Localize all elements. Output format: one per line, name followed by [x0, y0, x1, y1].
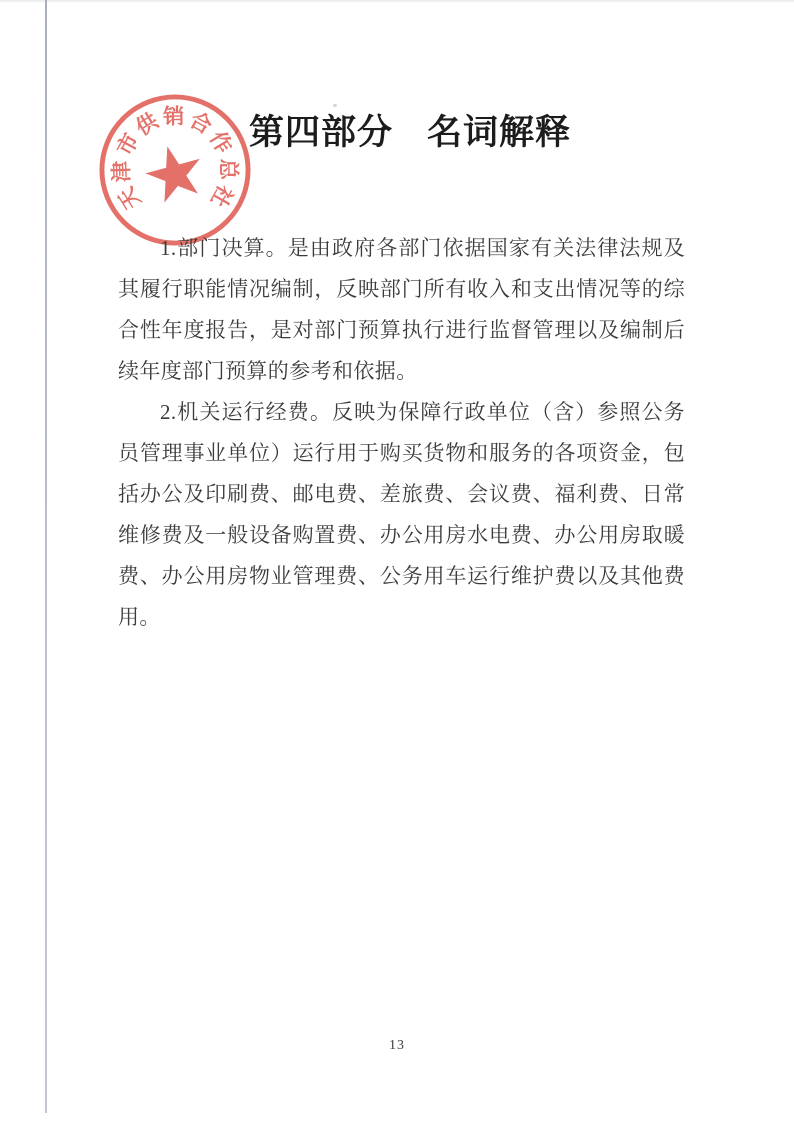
- official-seal: [96, 91, 254, 249]
- star-icon: [140, 139, 208, 205]
- paragraph-agency-operating-expenses: 2.机关运行经费。反映为保障行政单位（含）参照公务员管理事业单位）运行用于购买货物和服务的各项资金，包括办公及印刷费、邮电费、差旅费、会议费、福利费、日常维修费及一般设备购置费、办公用房水电费、办公用房取暖费、办公用房物业管理费、公务用车运行维护费以及其他费用。: [118, 400, 685, 629]
- body-text: [118, 228, 685, 638]
- section-title-text: 名词解释: [427, 113, 572, 152]
- paragraph-department-final-accounts: 1.部门决算。是由政府各部门依据国家有关法律法规及其履行职能情况编制，反映部门所有收入和支出情况等的综合性年度报告，是对部门预算执行进行监督管理以及编制后续年度部门预算的参考和依据。: [118, 236, 685, 383]
- seal-text: 天津市供销合作总社: [109, 104, 241, 214]
- scan-edge-top: [0, 0, 794, 3]
- svg-text:天津市供销合作总社: [109, 103, 241, 213]
- scan-fold-line: [45, 0, 47, 1113]
- page-number: 13: [389, 1038, 405, 1053]
- section-title-number: 第四部分: [249, 113, 394, 152]
- section-title: [249, 105, 571, 155]
